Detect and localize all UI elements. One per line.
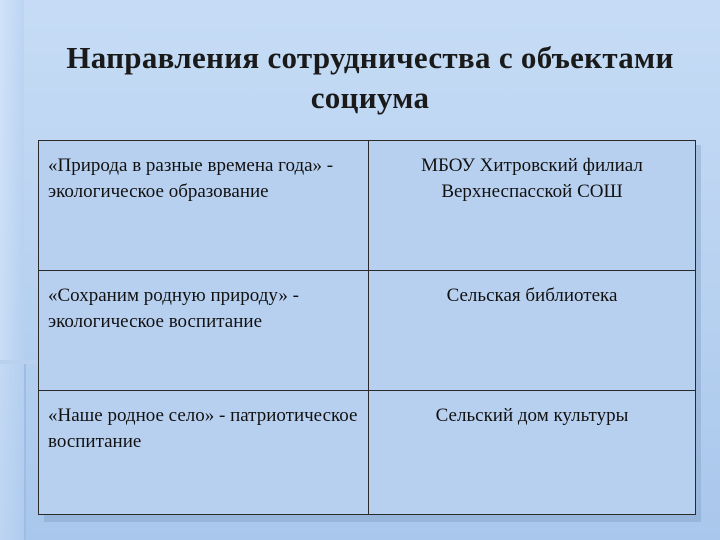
- decorative-vertical-line: [24, 360, 26, 540]
- table-row: [39, 391, 696, 515]
- cooperation-table: [38, 140, 696, 515]
- slide-title: Направления сотрудничества с объектами социума: [66, 40, 674, 115]
- table-row: [39, 271, 696, 391]
- decorative-side-stripe-top: [0, 0, 24, 360]
- direction-cell: «Наше родное село» - патриотическое воспитание: [39, 391, 369, 515]
- partner-cell: Сельская библиотека: [369, 271, 696, 391]
- decorative-side-stripe-bottom: [0, 360, 24, 540]
- direction-cell: «Сохраним родную природу» - экологическое воспитание: [39, 271, 369, 391]
- direction-cell: «Природа в разные времена года» - экологическое образование: [39, 141, 369, 271]
- table-row: [39, 141, 696, 271]
- partner-cell: Сельский дом культуры: [369, 391, 696, 515]
- partner-cell: МБОУ Хитровский филиал Верхнеспасской СОШ: [369, 141, 696, 271]
